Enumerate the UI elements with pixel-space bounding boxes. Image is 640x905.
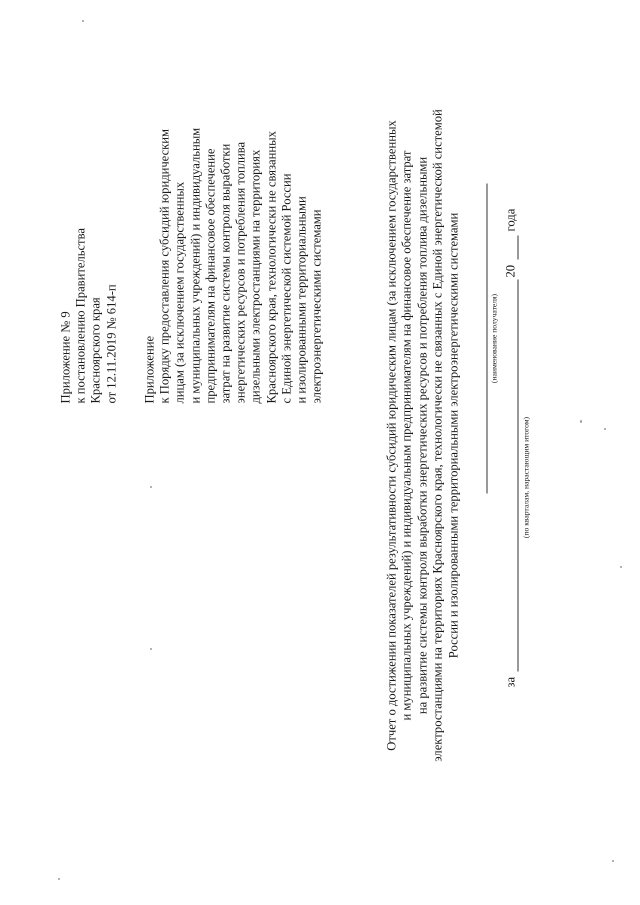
period-underline bbox=[517, 279, 518, 671]
appendix9-line: от 12.11.2019 № 614-п bbox=[103, 283, 118, 403]
appendix9-line: Приложение № 9 bbox=[58, 310, 72, 403]
period-prefix: за bbox=[503, 676, 517, 687]
report-title-line: и муниципальных учреждений) и индивидуальным предпринимателям на финансовое обеспечение затрат bbox=[399, 150, 414, 720]
report-title-line: Отчет о достижении показателей результативности субсидий юридическим лицам (за исключением государственных bbox=[384, 119, 398, 751]
scan-speck bbox=[612, 860, 614, 862]
recipient-name-underline bbox=[486, 183, 487, 493]
year-suffix: года bbox=[503, 208, 517, 231]
appendix-line: Красноярского края, технологически не связанных bbox=[263, 130, 278, 403]
period-caption: (по кварталам, нарастающим итогом) bbox=[521, 416, 530, 538]
appendix-line: с Единой энергетической системой России bbox=[278, 173, 293, 403]
scan-speck bbox=[150, 648, 152, 650]
year-prefix: 20 bbox=[503, 264, 517, 277]
recipient-name-caption: (наименование получателя) bbox=[489, 293, 498, 383]
scan-speck bbox=[150, 486, 152, 488]
appendix-line: и изолированными территориальными bbox=[294, 195, 309, 403]
scan-speck bbox=[58, 878, 60, 880]
appendix-line: энергетических ресурсов и потребления топлива bbox=[233, 141, 248, 403]
scan-speck bbox=[82, 20, 84, 22]
scan-speck bbox=[620, 566, 622, 568]
appendix9-line: Красноярского края bbox=[88, 296, 103, 403]
appendix-line: предпринимателям на финансовое обеспечение bbox=[202, 148, 217, 403]
appendix-line: и муниципальных учреждений) и индивидуальным bbox=[187, 127, 202, 403]
scan-speck bbox=[604, 428, 606, 430]
scan-speck bbox=[580, 420, 582, 423]
year-underline bbox=[517, 235, 518, 259]
appendix9-header bbox=[58, 228, 119, 403]
report-title-line: электростанциями на территориях Красноярского края, технологически не связанных с Единой энергетической системой bbox=[430, 108, 445, 762]
appendix-line: дизельными электростанциями на территориях bbox=[248, 149, 263, 403]
appendix-line: затрат на развитие системы контроля выработки bbox=[218, 143, 233, 403]
appendix-line: электроэнергетическими системами bbox=[309, 208, 324, 403]
report-title-line: России и изолированными территориальными электроэнергетическими системами bbox=[445, 212, 460, 658]
report-title-line: на развитие системы контроля выработки энергетических ресурсов и потребления топлива дизельными bbox=[414, 156, 429, 714]
appendix-line: Приложение bbox=[142, 335, 156, 403]
appendix-header bbox=[142, 127, 324, 403]
appendix-line: к Порядку предоставления субсидий юридическим bbox=[157, 128, 172, 403]
report-title bbox=[384, 45, 461, 825]
appendix9-line: к постановлению Правительства bbox=[73, 227, 88, 403]
appendix-line: лицам (за исключением государственных bbox=[172, 181, 187, 403]
